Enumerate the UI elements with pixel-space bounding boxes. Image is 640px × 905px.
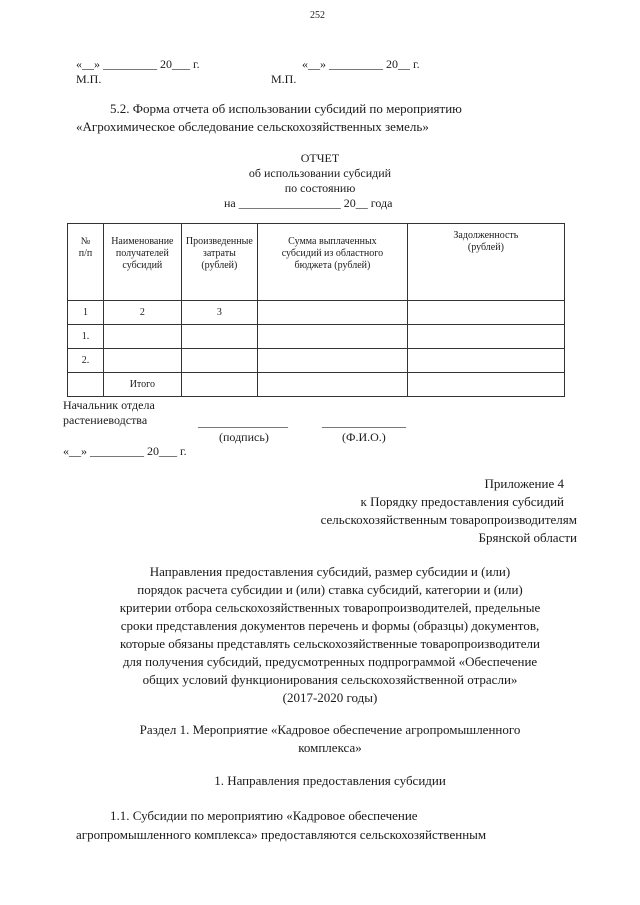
table-cell (68, 373, 104, 397)
table-cell: 1. (68, 325, 104, 349)
report-title: ОТЧЕТ (300, 151, 340, 165)
table-cell (258, 325, 408, 349)
table-header-row (68, 224, 565, 301)
col-header-costs: Произведенные затраты (рублей) (181, 224, 257, 301)
table-cell (104, 349, 182, 373)
report-state: по состоянию (284, 181, 356, 195)
table-cell (407, 373, 564, 397)
approval-date-left: «__» _________ 20___ г. (76, 57, 200, 71)
name-label: (Ф.И.О.) (342, 430, 386, 444)
name-line: ______________ (322, 415, 406, 429)
appendix-line3: сельскохозяйственным товаропроизводителям (320, 512, 577, 527)
report-table (67, 223, 565, 397)
heading-line-4: сроки представления документов перечень и формы (образцы) документов, (120, 618, 540, 633)
section-1-title-line1: Раздел 1. Мероприятие «Кадровое обеспечение агропромышленного (139, 722, 521, 737)
stamp-place-right: М.П. (271, 72, 297, 86)
table-cell (181, 349, 257, 373)
table-row (68, 349, 565, 373)
appendix-number: Приложение 4 (484, 476, 564, 491)
table-row (68, 325, 565, 349)
table-cell (181, 373, 257, 397)
table-cell: 2. (68, 349, 104, 373)
heading-line-8: (2017-2020 годы) (282, 690, 378, 705)
table-cell (258, 349, 408, 373)
heading-line-1: Направления предоставления субсидий, размер субсидии и (или) (149, 564, 511, 579)
table-cell (407, 301, 564, 325)
report-sign-date: «__» _________ 20___ г. (63, 444, 187, 458)
table-row (68, 301, 565, 325)
heading-line-2: порядок расчета субсидии и (или) ставка субсидий, категории и (или) (137, 582, 523, 597)
table-cell: 3 (181, 301, 257, 325)
table-cell (407, 325, 564, 349)
signature-line: _______________ (198, 415, 288, 429)
signer-position-line2: растениеводства (63, 413, 148, 427)
col-header-recipients: Наименование получателей субсидий (104, 224, 182, 301)
table-cell (407, 349, 564, 373)
paragraph-1-1-line2: агропромышленного комплекса» предоставляются сельскохозяйственным (76, 827, 487, 842)
heading-line-5: которые обязаны представлять сельскохозяйственные товаропроизводители (120, 636, 540, 651)
heading-line-7: общих условий функционирования сельскохозяйственной отрасли» (142, 672, 518, 687)
report-subtitle: об использовании субсидий (248, 166, 392, 180)
col-header-number: № п/п (68, 224, 104, 301)
table-cell: 1 (68, 301, 104, 325)
table-cell (104, 325, 182, 349)
heading-line-6: для получения субсидий, предусмотренных подпрограммой «Обеспечение (122, 654, 538, 669)
table-row-total (68, 373, 565, 397)
page-number: 252 (310, 10, 325, 21)
subsection-1-title: 1. Направления предоставления субсидии (214, 773, 446, 788)
col-header-debt: Задолженность (рублей) (407, 224, 564, 301)
approval-date-right: «__» _________ 20__ г. (302, 57, 420, 71)
table-cell: 2 (104, 301, 182, 325)
report-date: на _________________ 20__ года (224, 196, 393, 210)
col-header-subsidy-sum: Сумма выплаченных субсидий из областного бюджета (рублей) (258, 224, 408, 301)
heading-line-3: критерии отбора сельскохозяйственных товаропроизводителей, предельные (119, 600, 541, 615)
section-5-2-line1: 5.2. Форма отчета об использовании субсидий по мероприятию (110, 101, 462, 116)
table-cell (258, 373, 408, 397)
appendix-line2: к Порядку предоставления субсидий (360, 494, 564, 509)
appendix-line4: Брянской области (478, 530, 577, 545)
section-1-title-line2: комплекса» (298, 740, 362, 755)
signer-position-line1: Начальник отдела (63, 398, 155, 412)
table-cell: Итого (104, 373, 182, 397)
signature-label: (подпись) (219, 430, 269, 444)
section-5-2-line2: «Агрохимическое обследование сельскохозяйственных земель» (76, 119, 429, 134)
table-cell (258, 301, 408, 325)
table-cell (181, 325, 257, 349)
stamp-place-left: М.П. (76, 72, 102, 86)
paragraph-1-1-line1: 1.1. Субсидии по мероприятию «Кадровое обеспечение (110, 808, 418, 823)
